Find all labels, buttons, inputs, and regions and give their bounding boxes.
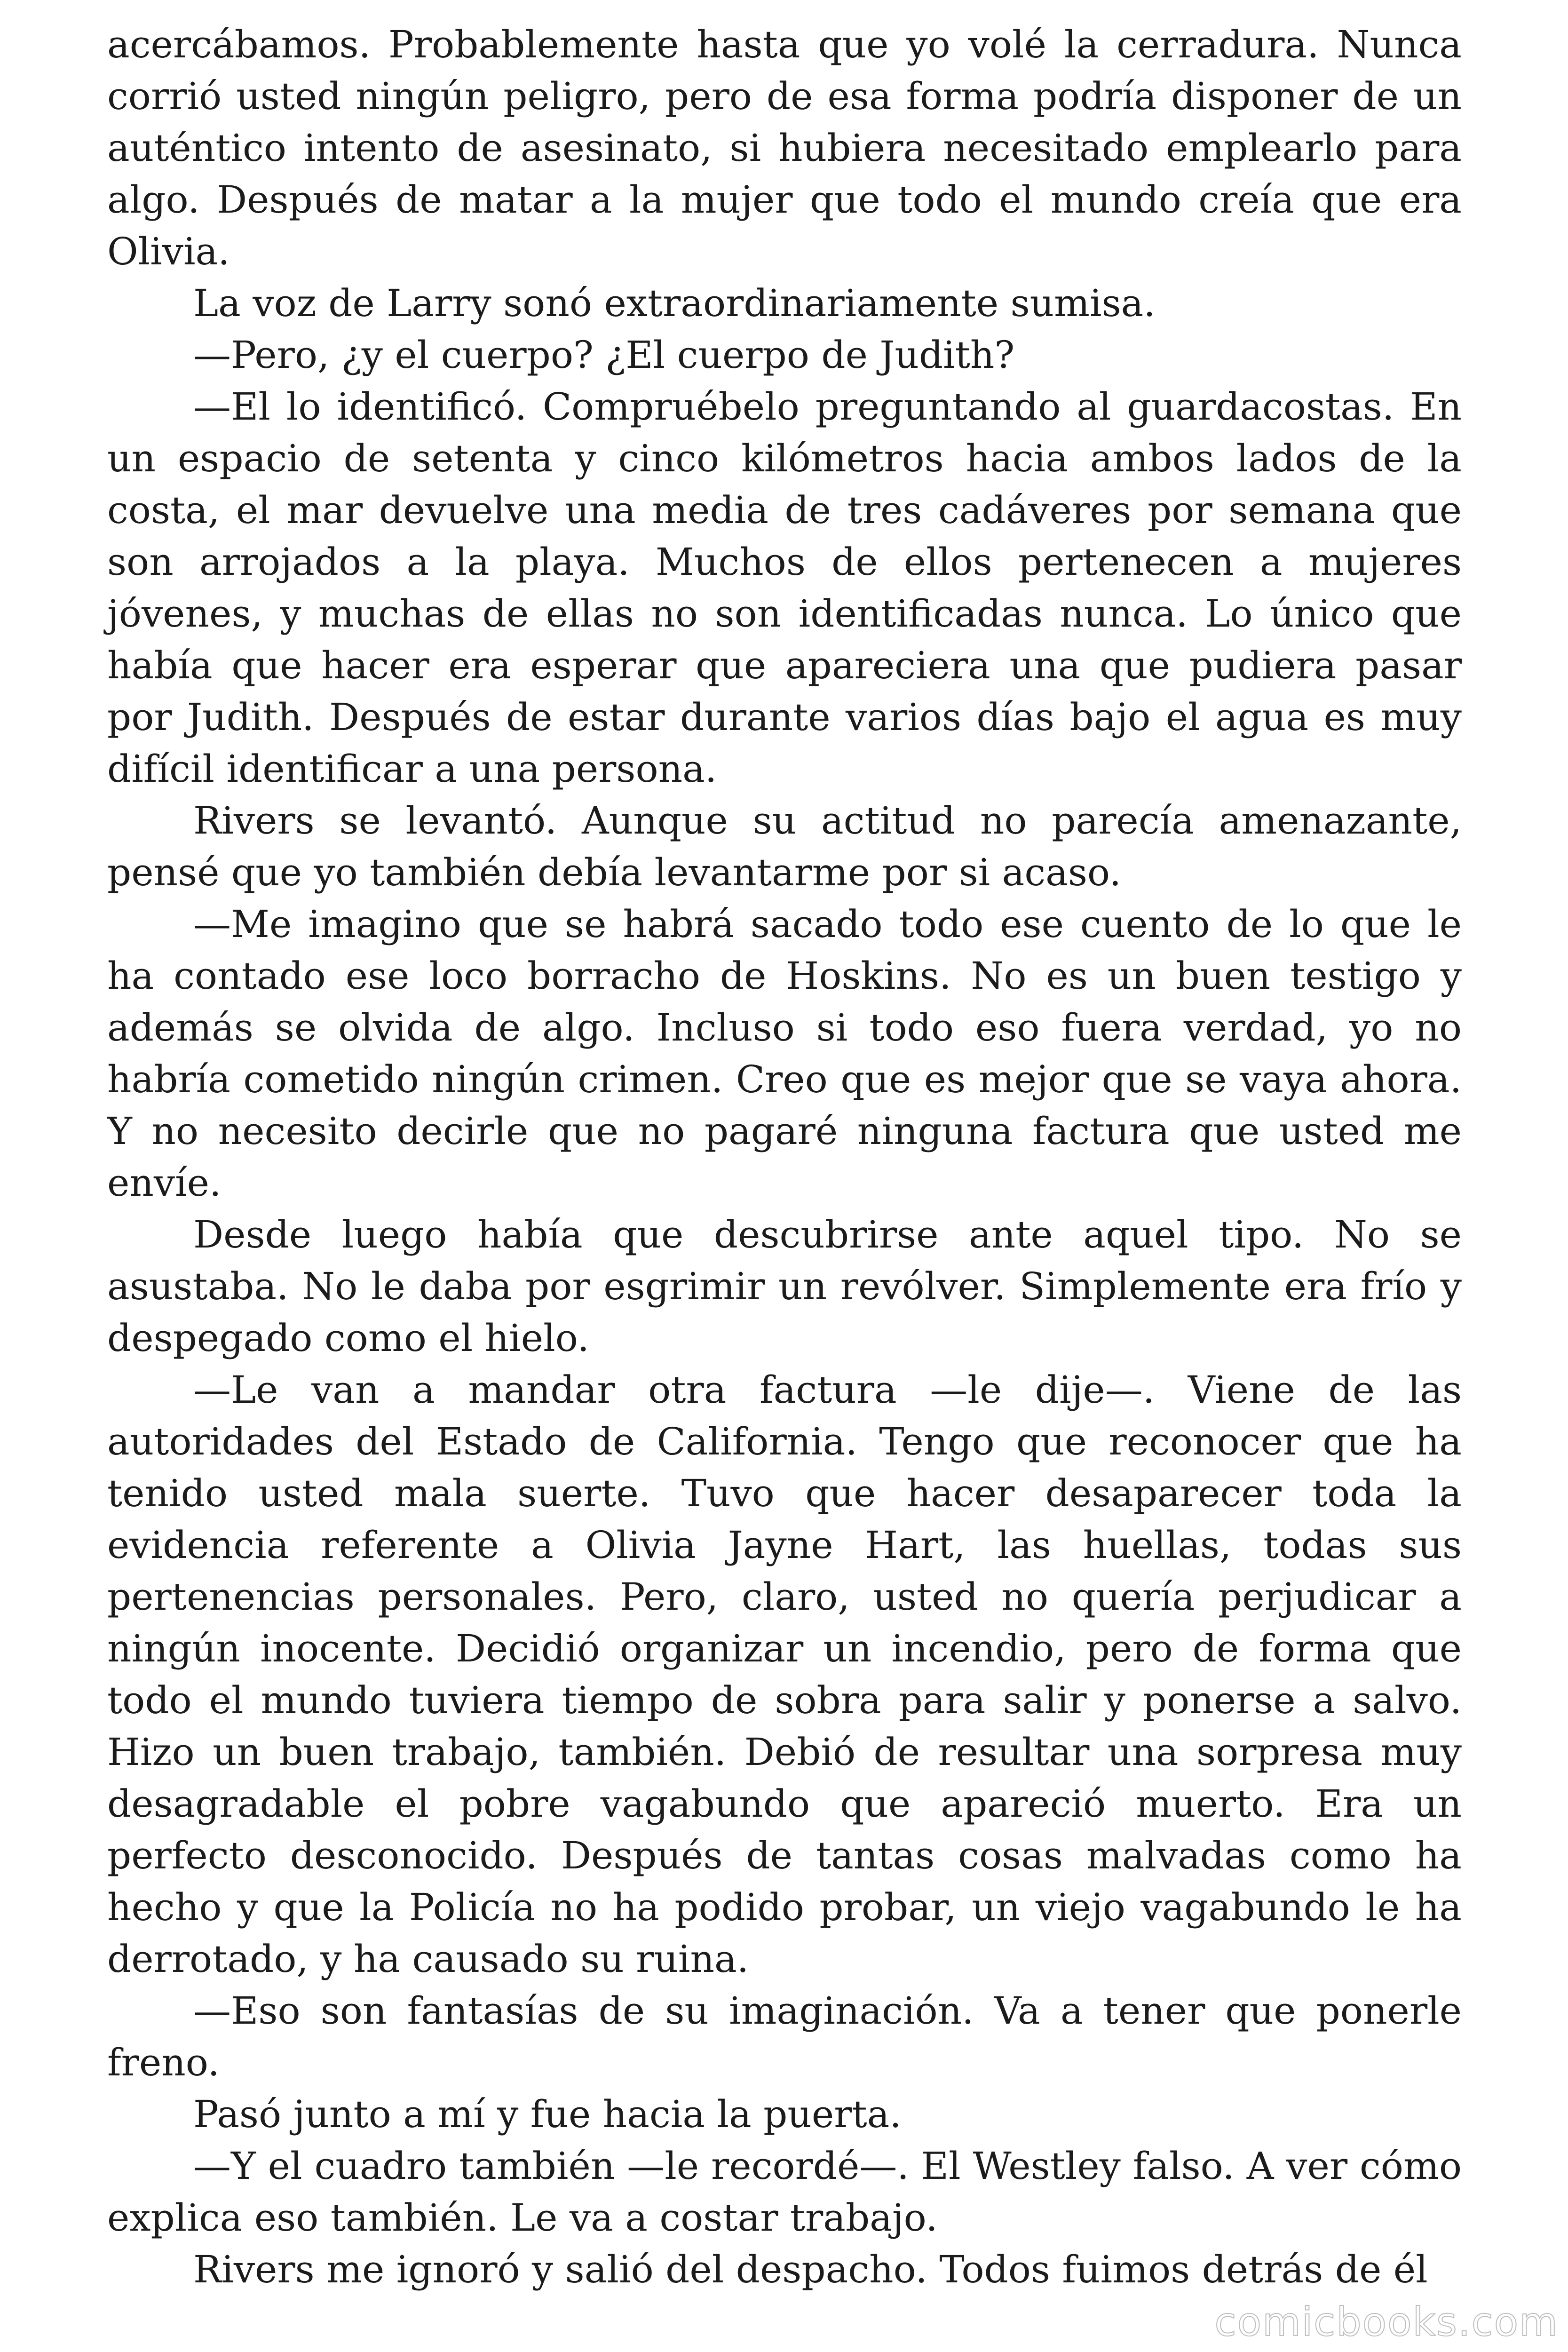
paragraph-8: —Le van a mandar otra factura —le dije—. Viene de las autoridades del Estado de California. Tengo que reconocer que ha tenido usted mala suerte. Tuvo que hacer desaparecer toda la evidencia referente a Olivia Jayne Hart, las huellas, todas sus pertenencias personales. Pero, claro, usted no quería perjudicar a ningún inocente. Decidió organizar un incendio, pero de forma que todo el mundo tuviera tiempo de sobra para salir y ponerse a salvo. Hizo un buen trabajo, también. Debió de resultar una sorpresa muy desagradable el pobre vagabundo que apareció muerto. Era un perfecto desconocido. Después de tantas cosas malvadas como ha hecho y que la Policía no ha podido probar, un viejo vagabundo le ha derrotado, y ha causado su ruina. <box>107 1368 1462 1981</box>
page-text <box>107 19 1462 2296</box>
paragraph-6: —Me imagino que se habrá sacado todo ese cuento de lo que le ha contado ese loco borracho de Hoskins. No es un buen testigo y además se olvida de algo. Incluso si todo eso fuera verdad, yo no habría cometido ningún crimen. Creo que es mejor que se vaya ahora. Y no necesito decirle que no pagaré ninguna factura que usted me envíe. <box>107 902 1462 1205</box>
paragraph-1: acercábamos. Probablemente hasta que yo volé la cerradura. Nunca corrió usted ningún peligro, pero de esa forma podría disponer de un auténtico intento de asesinato, si hubiera necesitado emplearlo para algo. Después de matar a la mujer que todo el mundo creía que era Olivia. <box>107 23 1462 273</box>
paragraph-9: —Eso son fantasías de su imaginación. Va a tener que ponerle freno. <box>107 1989 1462 2084</box>
paragraph-7: Desde luego había que descubrirse ante aquel tipo. No se asustaba. No le daba por esgrimir un revólver. Simplemente era frío y despegado como el hielo. <box>107 1213 1462 1360</box>
paragraph-3: —Pero, ¿y el cuerpo? ¿El cuerpo de Judith? <box>193 333 1015 377</box>
paragraph-2: La voz de Larry sonó extraordinariamente sumisa. <box>193 281 1156 325</box>
paragraph-5: Rivers se levantó. Aunque su actitud no parecía amenazante, pensé que yo también debía levantarme por si acaso. <box>107 799 1462 894</box>
paragraph-4: —El lo identificó. Compruébelo preguntando al guardacostas. En un espacio de setenta y cinco kilómetros hacia ambos lados de la costa, el mar devuelve una media de tres cadáveres por semana que son arrojados a la playa. Muchos de ellos pertenecen a mujeres jóvenes, y muchas de ellas no son identificadas nunca. Lo único que había que hacer era esperar que apareciera una que pudiera pasar por Judith. Después de estar durante varios días bajo el agua es muy difícil identificar a una persona. <box>107 385 1462 791</box>
paragraph-12: Rivers me ignoró y salió del despacho. Todos fuimos detrás de él <box>193 2248 1428 2291</box>
paragraph-10: Pasó junto a mí y fue hacia la puerta. <box>193 2092 902 2136</box>
paragraph-11: —Y el cuadro también —le recordé—. El Westley falso. A ver cómo explica eso también. Le va a costar trabajo. <box>107 2144 1462 2240</box>
watermark: comicbooks.com <box>1214 2299 1559 2345</box>
